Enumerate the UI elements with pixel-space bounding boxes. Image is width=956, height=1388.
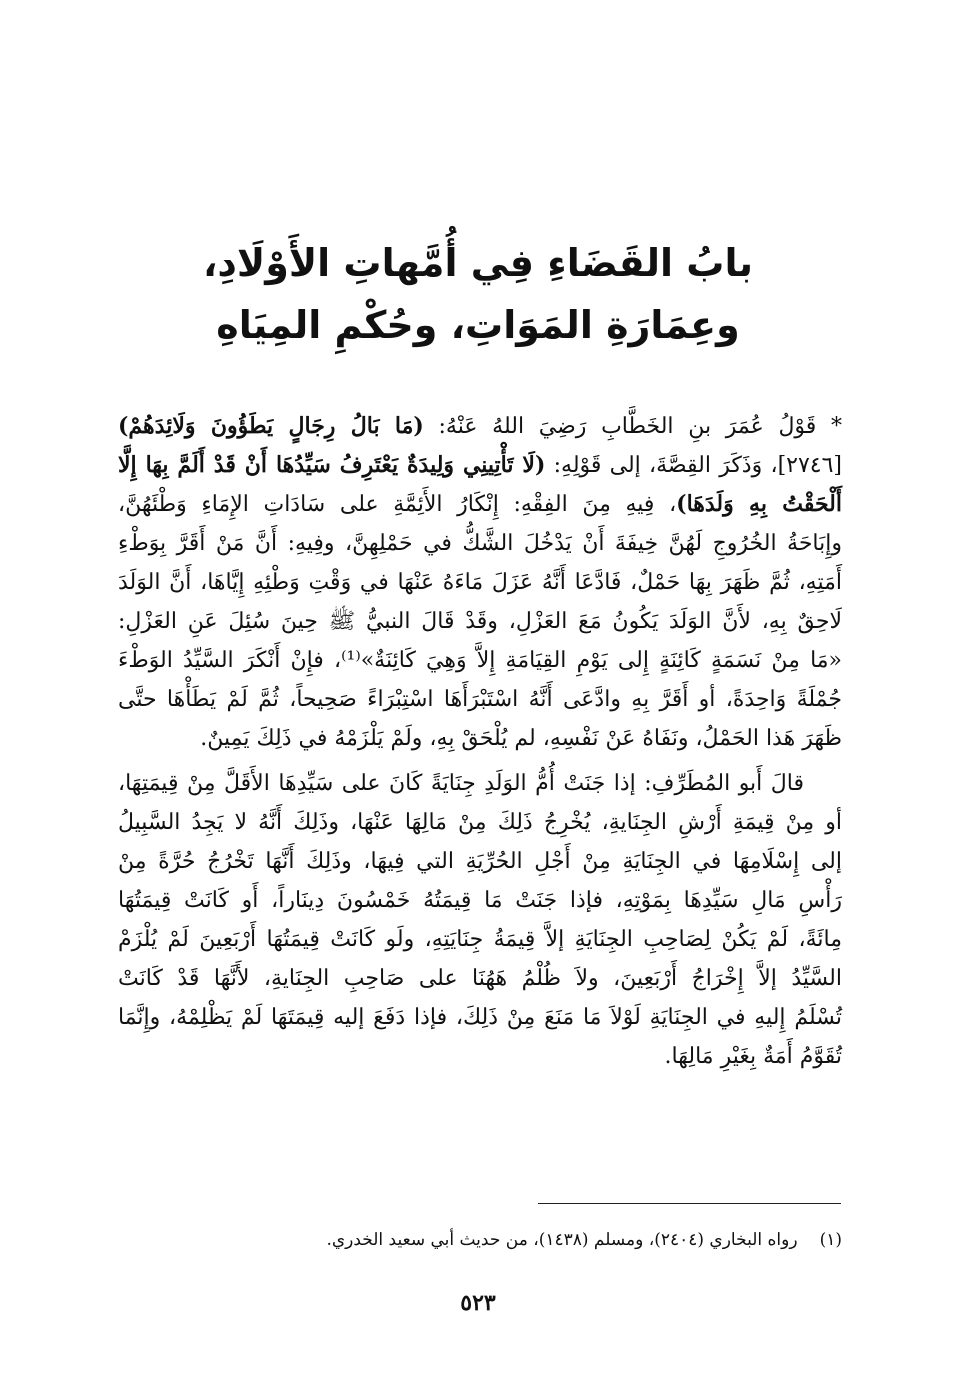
page-number: ٥٢٣	[460, 1290, 496, 1316]
text-segment: ، فِيهِ مِنَ الفِقْهِ: إِنْكَارُ الأَئِمَّةِ على سَادَاتِ الإِمَاءِ وَطْئَهُنَّ،	[118, 492, 677, 517]
paragraph-1-line: جُمْلَةً وَاحِدَةً، أو أَقَرَّ بِهِ وادَّعَى أَنَّهُ اسْتَبْرَأَهَا اسْتِبْرَاءً صَحِيحاً، ثُمَّ لَمْ يَطَأْهَا حتَّى	[118, 687, 842, 712]
paragraph-2-line: السَّيِّدُ إلاَّ إِخْرَاجُ أَرْبَعِينَ، ولاَ ظُلْمُ هَهُنَا على صَاحِبِ الجِنَايةِ، لأَنَّهَا قَدْ كَانَتْ	[118, 966, 842, 991]
quoted-hadith-text: أَلْحَقْتُ بِهِ وَلَدَهَا)	[676, 491, 842, 517]
paragraph-2-line: قالَ أَبو المُطَرِّفِ: إذا جَنَتْ أُمُّ الوَلَدِ جِنَايَةً كَانَ على سَيِّدِهَا الأَقَلَّ مِنْ قِيمَتِهَا،	[118, 771, 804, 796]
footnote-number: (١)	[819, 1230, 842, 1250]
paragraph-2-line: تُقَوَّمُ أَمَةٌ بِغَيْرِ مَالِهَا.	[664, 1044, 842, 1069]
footnote	[118, 1228, 842, 1252]
paragraph-2-line: إلى إِسْلَامِهَا في الجِنَايَةِ مِنْ أَجْلِ الحُرِّيَةِ التي فِيهَا، وذَلِكَ أَنَّهَا تَخْرُجُ حُرَّةً مِنْ	[118, 849, 842, 874]
paragraph-1-line	[118, 485, 842, 524]
text-segment: * قَوْلُ عُمَرَ بنِ الخَطَّابِ رَضِيَ اللهُ عَنْهُ:	[423, 414, 842, 439]
quoted-hadith-text: (لَا تَأْتِينِي وَلِيدَةٌ يَعْتَرِفُ سَيِّدُهَا أَنْ قَدْ أَلَمَّ بِهَا إِلَّا	[118, 452, 546, 478]
footnote-separator	[538, 1203, 841, 1204]
paragraph-1-line	[118, 446, 842, 485]
paragraph-1-line: أَمَتِهِ، ثُمَّ ظَهَرَ بِهَا حَمْلٌ، فَادَّعَا أَنَّهُ عَزَلَ مَاءَهُ عَنْهَا في وَقْتِ وَطْئِهِ إِيَّاهَا، أَنَّ الوَلَدَ	[118, 570, 842, 595]
paragraph-2	[118, 764, 842, 1076]
paragraph-2-line: رَأْسِ مَالِ سَيِّدِهَا بِمَوْتِهِ، فإذا جَنَتْ مَا قِيمَتُهُ خَمْسُونَ دِينَاراً، أَو كَانَتْ قِيمَتُهَا	[118, 888, 842, 913]
text-segment: [٢٧٤٦]، وَذَكَرَ القِصَّةَ، إلى قَوْلِهِ:	[545, 453, 843, 478]
paragraph-2-line: أو مِنْ قِيمَةِ أَرْشِ الجِنَايةِ، يُخْرِجُ ذَلِكَ مِنْ مَالِهَا عَنْهَا، وذَلِكَ أَنَّهُ لا يَجِدُ السَّبِيلُ	[118, 810, 842, 835]
paragraph-1-line: وإِبَاحَةُ الخُرُوجِ لَهُنَّ خِيفَةَ أَنْ يَدْخُلَ الشَّكُّ في حَمْلِهِنَّ، وفِيهِ: أَنَّ مَنْ أَقَرَّ بِوَطْءِ	[118, 531, 842, 556]
paragraph-2-line: مِائَةً، لَمْ يَكُنْ لِصَاحِبِ الجِنَايَةِ إلاَّ قِيمَةُ جِنَايَتِهِ، ولَو كَانَتْ قِيمَتُهَا أَرْبَعِينَ لَمْ يُلْزَمْ	[118, 927, 842, 952]
paragraph-1-line: لَاحِقٌ بِهِ، لأَنَّ الوَلَدَ يَكُونُ مَعَ العَزْلِ، وقَدْ قَالَ النبيُّ ﷺ حِينَ سُئِلَ عَنِ العَزْلِ:	[118, 609, 842, 634]
paragraph-1-line: «مَا مِنْ نَسَمَةٍ كَائِنَةٍ إِلى يَوْمِ القِيَامَةِ إِلاَّ وَهِيَ كَائِنَةٌ»⁽¹⁾، فإِنْ أَنْكَرَ السَّيِّدُ الوَطْءَ	[118, 648, 843, 673]
body-text	[118, 407, 842, 1076]
paragraph-2-line: تُسْلَمُ إِليهِ في الجِنَايَةِ لَوْلاَ مَا مَنَعَ مِنْ ذَلِكَ، فإذا دَفَعَ إليه قِيمَتَهَا لَمْ يَظْلِمْهُ، وإِنَّمَا	[118, 1005, 842, 1030]
chapter-title	[120, 232, 836, 356]
paragraph-1	[118, 407, 842, 758]
paragraph-1-line: ظَهَرَ هَذا الحَمْلُ، ونَفَاهُ عَنْ نَفْسِهِ، لم يُلْحَقْ بِهِ، ولَمْ يَلْزَمْهُ في ذَلِكَ يَمِينٌ.	[200, 726, 842, 751]
chapter-title-line-1: بابُ القَضَاءِ فِي أُمَّهاتِ الأَوْلَادِ،	[202, 241, 754, 285]
paragraph-1-line	[118, 407, 842, 446]
chapter-title-line-2: وعِمَارَةِ المَوَاتِ، وحُكْمِ المِيَاهِ	[216, 303, 740, 347]
quoted-hadith-text: (مَا بَالُ رِجَالٍ يَطَؤُونَ وَلَائِدَهُمْ)	[118, 413, 424, 439]
footnote-text: رواه البخاري (٢٤٠٤)، ومسلم (١٤٣٨)، من حديث أبي سعيد الخدري.	[326, 1230, 798, 1250]
